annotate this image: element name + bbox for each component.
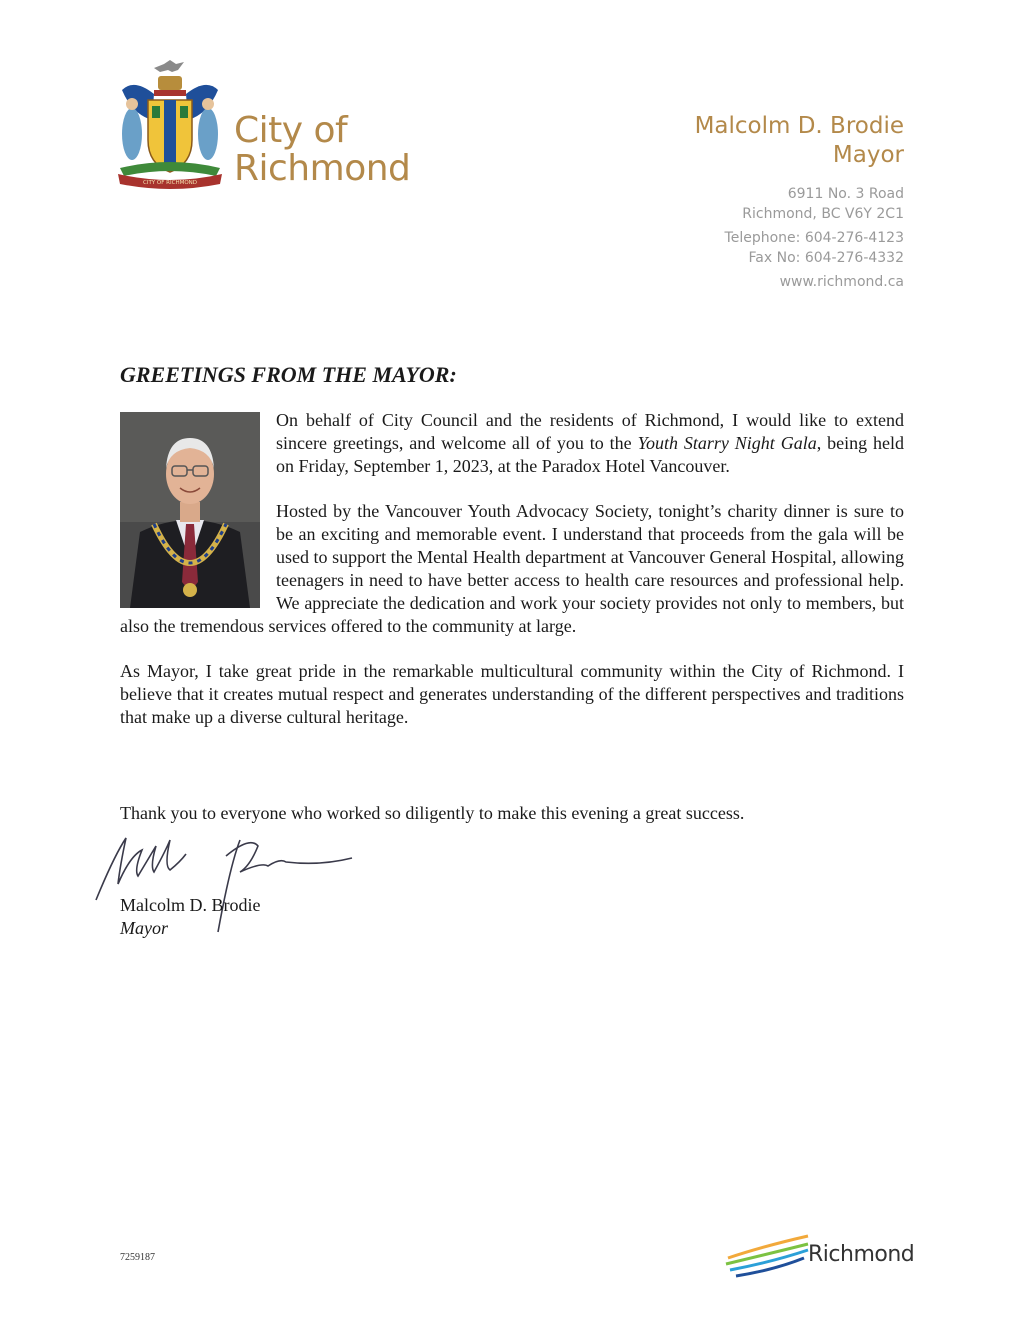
paragraph-3: As Mayor, I take great pride in the remarkable multicultural community within the City of Richmond. I believe that it creates mutual respect and generates understanding of the different perspectives and traditions that make up a diverse cultural heritage. — [120, 661, 904, 727]
signer-title: Mayor — [120, 918, 168, 938]
org-name-line1: City of — [234, 110, 348, 151]
paragraph-1-start: On behalf of City Council and the residents of Richmond, I would like to extend sincere greetings, and welcome all of you to the — [276, 410, 904, 453]
address-line1: 6911 No. 3 Road — [787, 186, 904, 202]
letter-body — [120, 409, 904, 751]
closing-sentence: Thank you to everyone who worked so diligently to make this evening a great success. — [120, 803, 745, 823]
document-number: 7259187 — [120, 1252, 155, 1263]
city-crest-logo — [114, 60, 226, 192]
website-link[interactable]: www.richmond.ca — [779, 274, 904, 290]
signer-name: Malcolm D. Brodie — [120, 895, 261, 915]
sender-name: Malcolm D. Brodie — [694, 113, 904, 139]
letter-heading: GREETINGS FROM THE MAYOR: — [120, 362, 457, 387]
mayor-portrait — [120, 412, 260, 608]
paragraph-1-end: , being held on Friday, September 1, 2023, at the Paradox Hotel Vancouver. — [276, 433, 905, 476]
address-line2: Richmond, BC V6Y 2C1 — [742, 206, 904, 222]
telephone: Telephone: 604-276-4123 — [724, 230, 904, 246]
fax: Fax No: 604-276-4332 — [748, 250, 904, 266]
paragraph-2: Hosted by the Vancouver Youth Advocacy Society, tonight’s charity dinner is sure to be an exciting and memorable event. I understand that proceeds from the gala will be used to support the Mental Health department at Vancouver General Hospital, allowing teenagers in need to have better access to health care resources and professional help. We appreciate the dedication and work your society provides not only to members, but also the tremendous services offered to the community at large. — [120, 501, 904, 636]
event-name: Youth Starry Night Gala — [637, 433, 817, 453]
org-name-line2: Richmond — [234, 148, 411, 189]
sender-block — [695, 112, 904, 292]
crest-motto: CITY OF RICHMOND — [142, 180, 198, 186]
sender-title: Mayor — [832, 142, 904, 168]
footer-logo-text: Richmond — [808, 1242, 915, 1267]
organization-name — [234, 112, 410, 188]
